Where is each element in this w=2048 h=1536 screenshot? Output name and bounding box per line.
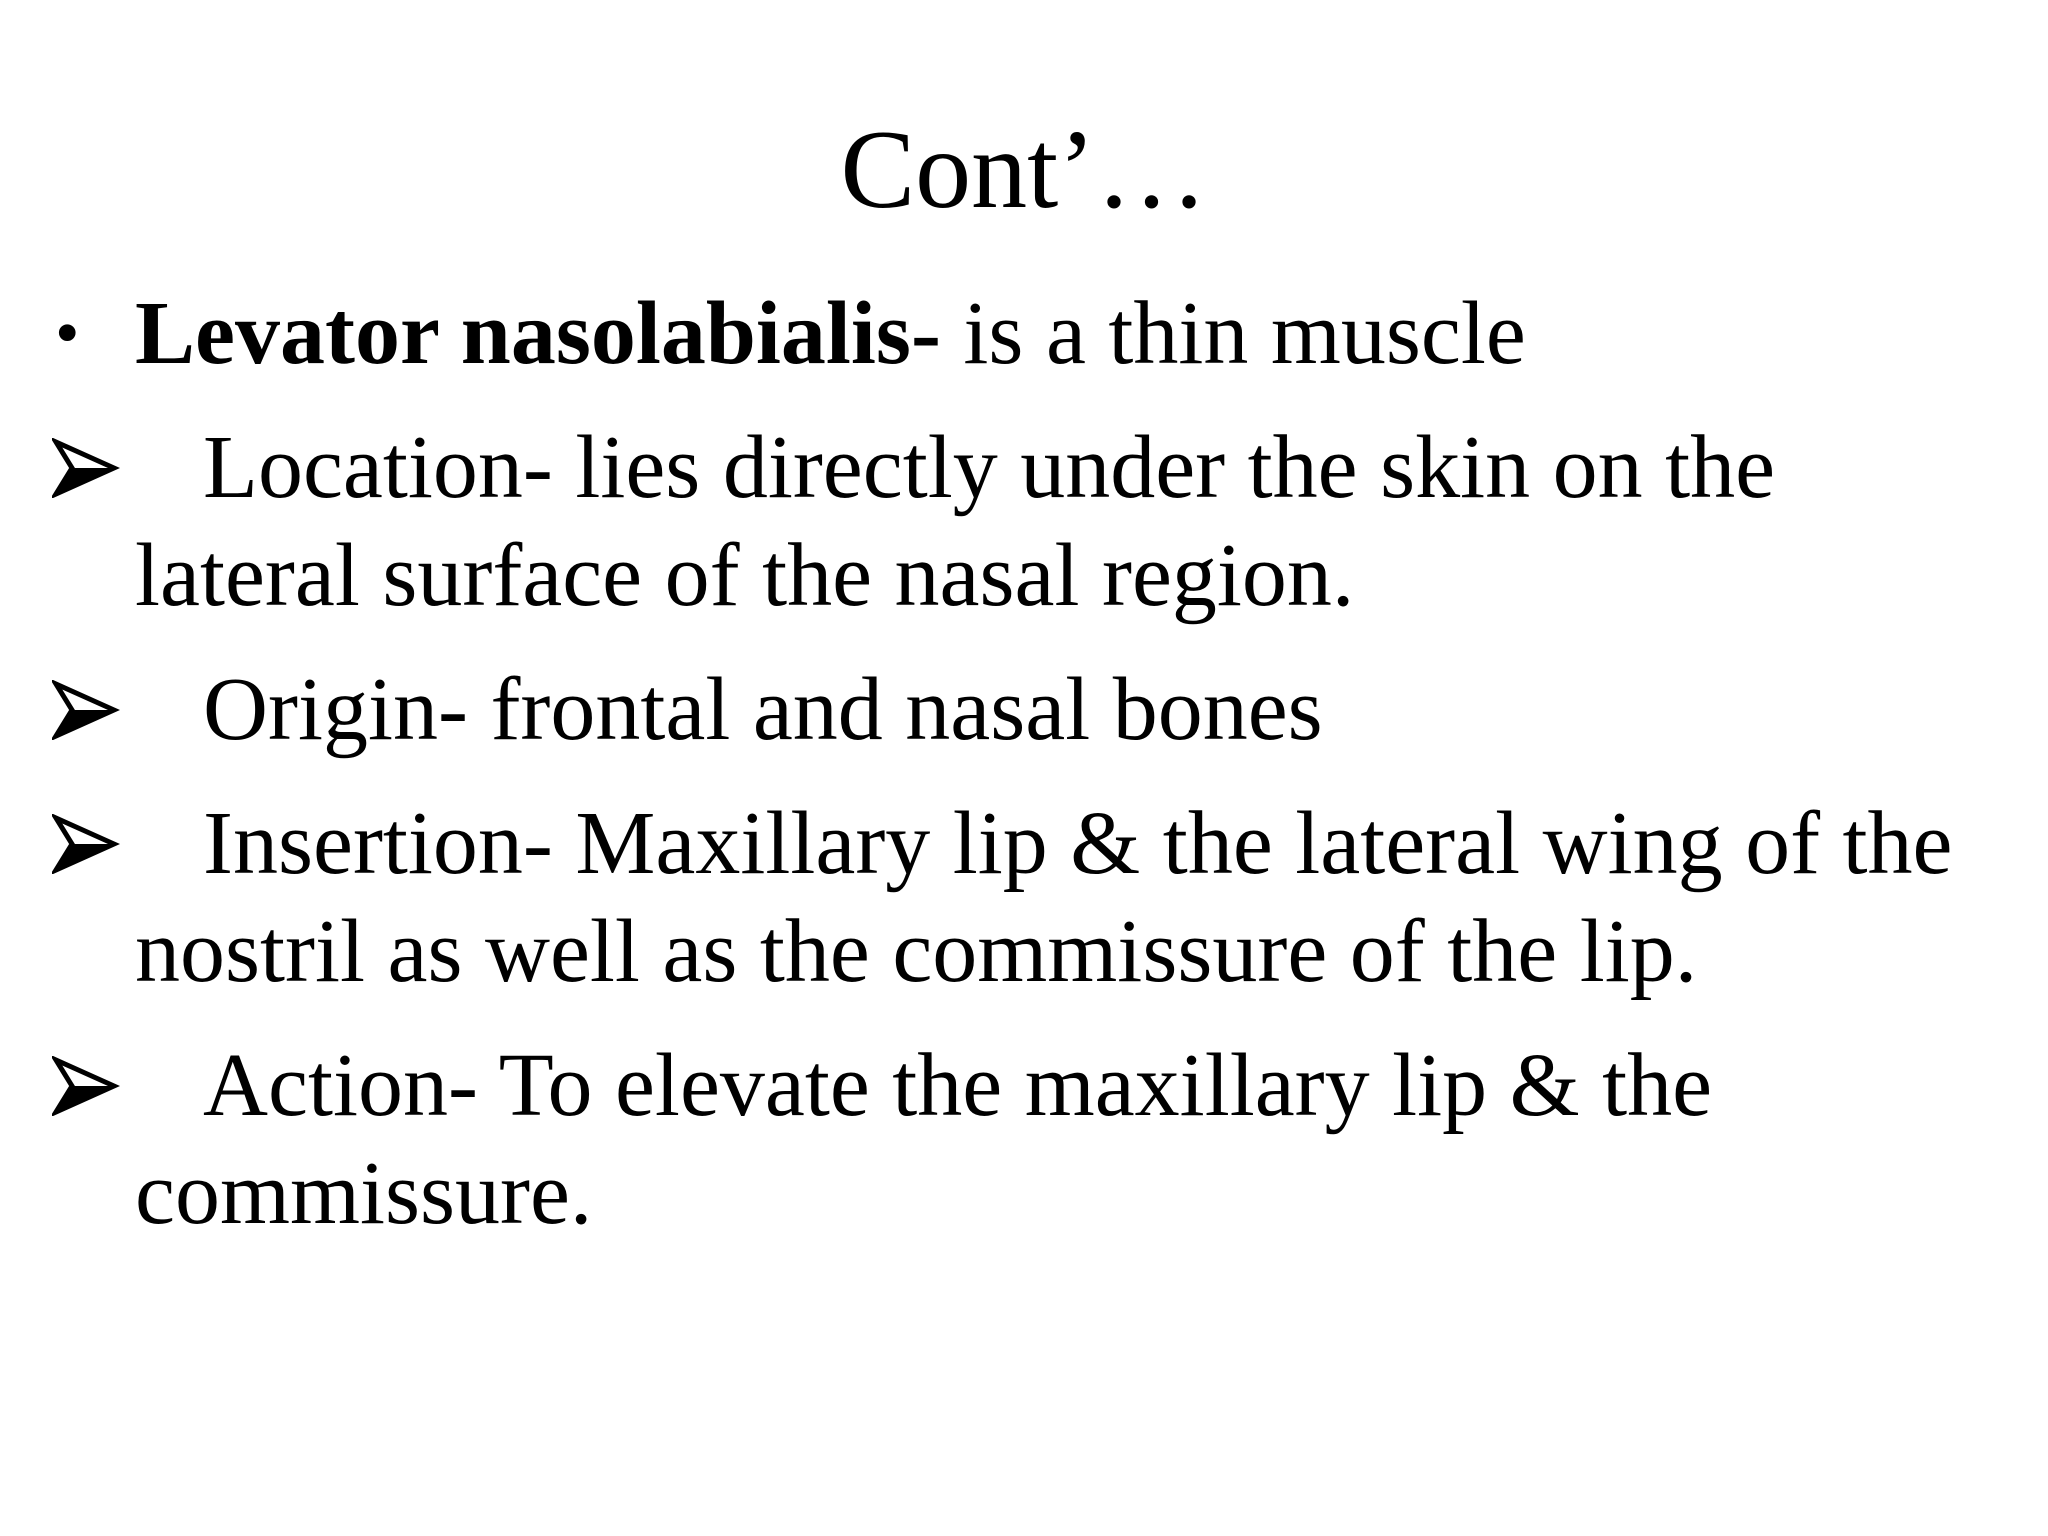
origin-item [0, 656, 2048, 764]
action-text: Action- To elevate the maxillary lip & the commissure. [135, 1036, 1713, 1243]
insertion-item [0, 790, 2048, 1006]
bullet-icon: • [55, 295, 80, 372]
arrow-bullet-icon [52, 656, 120, 740]
slide-title: Cont’… [840, 108, 1208, 232]
location-text: Location- lies directly under the skin on the lateral surface of the nasal region. [135, 418, 1776, 625]
arrow-bullet-icon [52, 1032, 120, 1116]
origin-text: Origin- frontal and nasal bones [203, 660, 1323, 759]
arrow-bullet-icon [52, 414, 120, 498]
muscle-description: is a thin muscle [940, 284, 1526, 383]
muscle-name: Levator nasolabialis- [135, 284, 941, 383]
intro-item [0, 280, 2048, 388]
location-item [0, 414, 2048, 630]
bullet-list [0, 280, 2048, 1274]
action-item [0, 1032, 2048, 1248]
insertion-text: Insertion- Maxillary lip & the lateral wing of the nostril as well as the commissure of the lip. [135, 794, 1953, 1001]
arrow-bullet-icon [52, 790, 120, 874]
